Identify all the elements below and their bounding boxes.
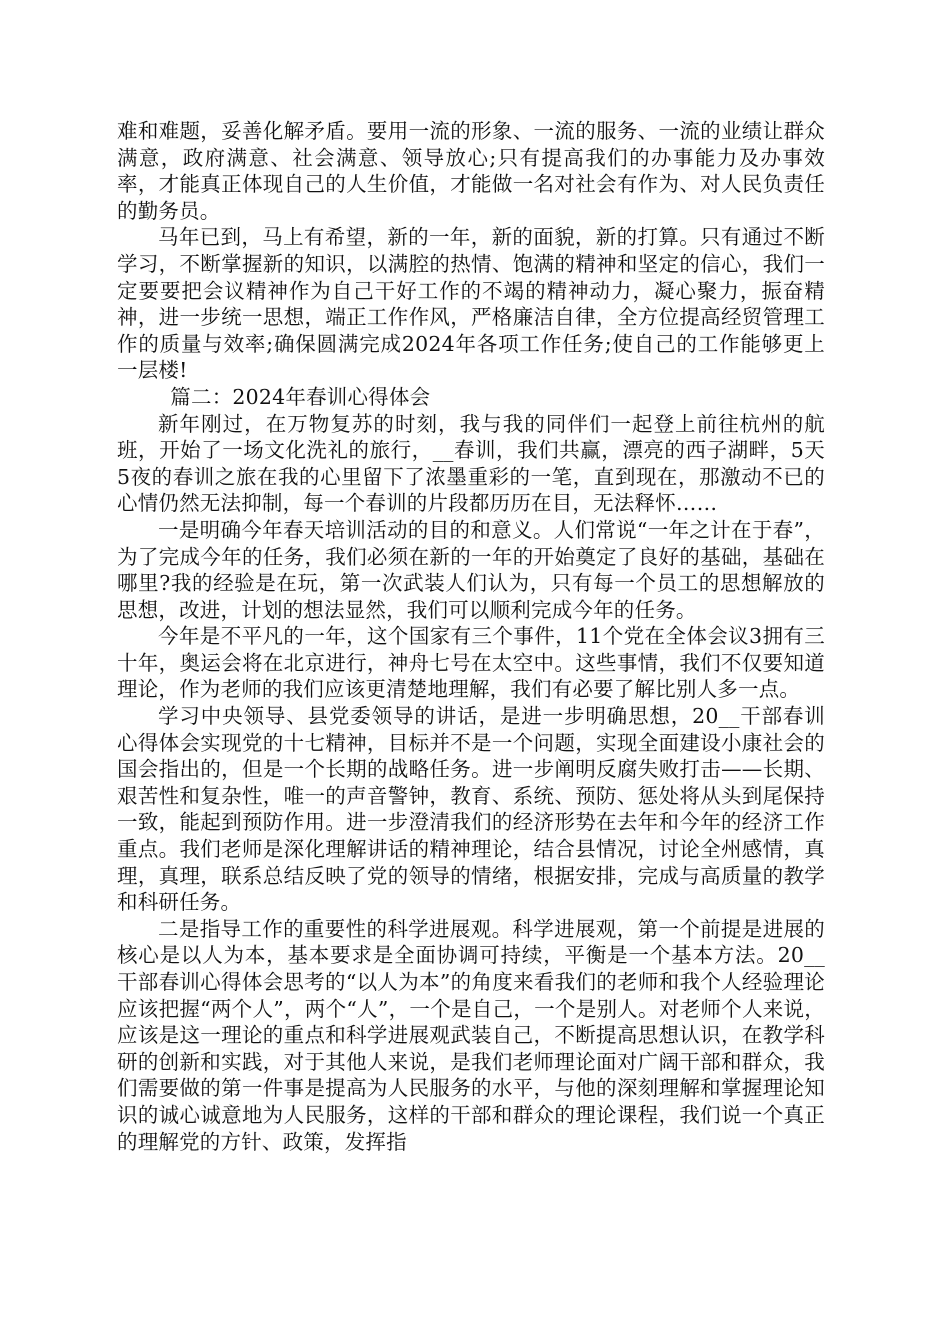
paragraph: 今年是不平凡的一年，这个国家有三个事件，11个党在全体会议3拥有三十年，奥运会将在北京进行，神舟七号在太空中。这些事情，我们不仅要知道理论，作为老师的我们应该更清楚地理解，我们有必要了解比别人多一点。 [117,624,825,702]
paragraph: 一是明确今年春天培训活动的目的和意义。人们常说“一年之计在于春”，为了完成今年的任务，我们必须在新的一年的开始奠定了良好的基础，基础在哪里?我的经验是在玩，第一次武装人们认为，只有每一个员工的思想解放的思想，改进，计划的想法显然，我们可以顺利完成今年的任务。 [117,517,825,622]
paragraph: 新年刚过，在万物复苏的时刻，我与我的同伴们一起登上前往杭州的航班，开始了一场文化洗礼的旅行，__春训，我们共赢，漂亮的西子湖畔，5天5夜的春训之旅在我的心里留下了浓墨重彩的一笔，直到现在，那激动不已的心情仍然无法抑制，每一个春训的片段都历历在目，无法释怀…… [117,411,825,516]
paragraph: 学习中央领导、县党委领导的讲话，是进一步明确思想，20__干部春训心得体会实现党的十七精神，目标并不是一个问题，实现全面建设小康社会的国会指出的，但是一个长期的战略任务。进一步阐明反腐失败打击——长期、艰苦性和复杂性，唯一的声音警钟，教育、系统、预防、惩处将从头到尾保持一致，能起到预防作用。进一步澄清我们的经济形势在去年和今年的经济工作重点。我们老师是深化理解讲话的精神理论，结合县情况，讨论全州感情，真理，真理，联系总结反映了党的领导的情绪，根据安排，完成与高质量的教学和科研任务。 [117,704,825,915]
paragraph: 二是指导工作的重要性的科学进展观。科学进展观，第一个前提是进展的核心是以人为本，基本要求是全面协调可持续，平衡是一个基本方法。20__干部春训心得体会思考的“以人为本”的角度来看我们的老师和我个人经验理论应该把握“两个人”，两个“人”，一个是自己，一个是别人。对老师个人来说，应该是这一理论的重点和科学进展观武装自己，不断提高思想认识，在教学科研的创新和实践，对于其他人来说，是我们老师理论面对广阔干部和群众，我们需要做的第一件事是提高为人民服务的水平，与他的深刻理解和掌握理论知识的诚心诚意地为人民服务，这样的干部和群众的理论课程，我们说一个真正的理解党的方针、政策，发挥指 [117,916,825,1154]
paragraph: 马年已到，马上有希望，新的一年，新的面貌，新的打算。只有通过不断学习，不断掌握新的知识，以满腔的热情、饱满的精神和坚定的信心，我们一定要要把会议精神作为自己干好工作的不竭的精神动力，凝心聚力，振奋精神，进一步统一思想，端正工作作风，严格廉洁自律，全方位提高经贸管理工作的质量与效率;确保圆满完成2024年各项工作任务;使自己的工作能够更上一层楼! [117,225,825,383]
paragraph-continued: 难和难题，妥善化解矛盾。要用一流的形象、一流的服务、一流的业绩让群众满意，政府满意、社会满意、领导放心;只有提高我们的办事能力及办事效率，才能真正体现自己的人生价值，才能做一名对社会有作为、对人民负责任的勤务员。 [117,119,825,223]
document-body [117,118,825,1155]
section-heading: 篇二：2024年春训心得体会 [170,384,431,409]
